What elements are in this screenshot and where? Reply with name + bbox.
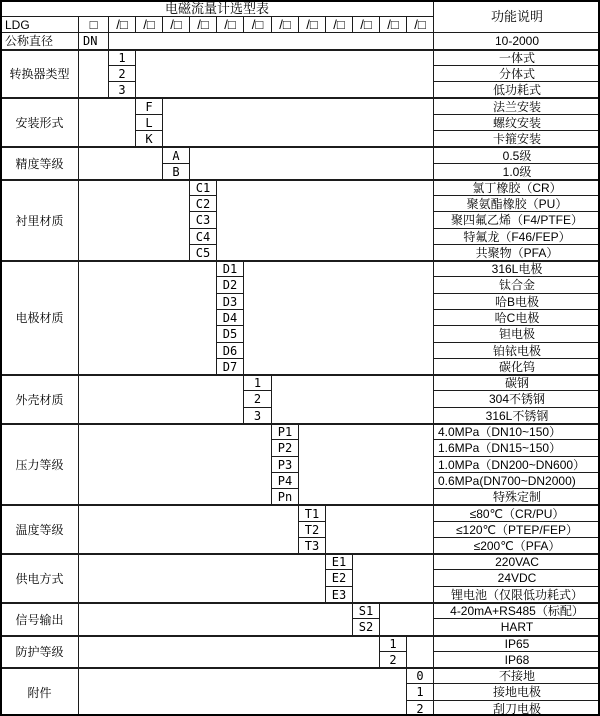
option-code-cell-installation-type: L <box>135 114 163 131</box>
group-span-right-power-supply <box>352 553 434 603</box>
option-function-cell-accessories: 刮刀电极 <box>433 700 600 716</box>
group-label-power-supply: 供电方式 <box>0 553 79 603</box>
option-function-cell-liner-material: 特氟龙（F46/FEP） <box>433 228 600 245</box>
option-function-cell-installation-type: 螺纹安装 <box>433 114 600 131</box>
model-code-slash-box: /□ <box>216 16 244 33</box>
option-code-cell-temperature-rating: T2 <box>298 521 326 538</box>
option-code-cell-signal-output: S2 <box>352 618 380 636</box>
group-label-liner-material: 衬里材质 <box>0 179 79 261</box>
option-function-cell-installation-type: 卡箍安装 <box>433 130 600 147</box>
option-code-cell-accuracy-class: A <box>162 146 190 164</box>
option-code-cell-installation-type: K <box>135 130 163 147</box>
option-code-cell-pressure-rating: Pn <box>271 488 299 505</box>
option-function-cell-temperature-rating: ≤120℃（PTEP/FEP） <box>433 521 600 538</box>
model-prefix-label: LDG <box>0 16 79 33</box>
option-code-cell-pressure-rating: P4 <box>271 472 299 489</box>
option-function-cell-pressure-rating: 0.6MPa(DN700~DN2000) <box>433 472 600 489</box>
option-function-cell-power-supply: 锂电池（仅限低功耗式） <box>433 586 600 603</box>
option-function-cell-protection-rating: IP68 <box>433 651 600 668</box>
group-label-accuracy-class: 精度等级 <box>0 146 79 180</box>
model-code-slash-box: /□ <box>298 16 326 33</box>
option-function-cell-liner-material: 共聚物（PFA） <box>433 244 600 261</box>
dn-label: 公称直径 <box>0 32 79 50</box>
model-code-slash-box: /□ <box>352 16 380 33</box>
option-function-cell-pressure-rating: 特殊定制 <box>433 488 600 505</box>
group-label-installation-type: 安装形式 <box>0 97 79 147</box>
function-column-header: 功能说明 <box>433 0 600 33</box>
option-function-cell-electrode-material: 316L电极 <box>433 260 600 277</box>
option-code-cell-liner-material: C5 <box>189 244 217 261</box>
dn-code-cell: DN <box>78 32 109 50</box>
group-span-left-temperature-rating <box>78 504 299 554</box>
option-function-cell-converter-type: 一体式 <box>433 49 600 66</box>
option-code-cell-power-supply: E3 <box>325 586 353 603</box>
group-span-left-installation-type <box>78 97 136 147</box>
option-function-cell-electrode-material: 钽电极 <box>433 325 600 343</box>
option-function-cell-housing-material: 316L不锈钢 <box>433 407 600 424</box>
option-code-cell-accessories: 0 <box>406 667 434 684</box>
option-code-cell-housing-material: 2 <box>243 390 272 408</box>
table-title: 电磁流量计选型表 <box>0 0 434 17</box>
group-span-right-protection-rating <box>406 635 434 668</box>
option-code-cell-pressure-rating: P2 <box>271 439 299 457</box>
option-code-cell-converter-type: 1 <box>108 49 136 66</box>
option-code-cell-liner-material: C4 <box>189 228 217 245</box>
option-code-cell-power-supply: E1 <box>325 553 353 570</box>
option-function-cell-protection-rating: IP65 <box>433 635 600 652</box>
group-span-left-housing-material <box>78 374 244 424</box>
group-label-electrode-material: 电极材质 <box>0 260 79 375</box>
group-label-signal-output: 信号输出 <box>0 602 79 636</box>
option-function-cell-accuracy-class: 1.0级 <box>433 163 600 180</box>
option-code-cell-electrode-material: D3 <box>216 293 244 310</box>
group-span-right-liner-material <box>216 179 434 261</box>
model-code-slash-box: /□ <box>406 16 434 33</box>
model-code-slash-box: /□ <box>243 16 272 33</box>
option-code-cell-electrode-material: D5 <box>216 325 244 343</box>
option-code-cell-accessories: 2 <box>406 700 434 716</box>
option-code-cell-electrode-material: D1 <box>216 260 244 277</box>
option-function-cell-housing-material: 碳钢 <box>433 374 600 391</box>
option-function-cell-accessories: 不接地 <box>433 667 600 684</box>
option-code-cell-installation-type: F <box>135 97 163 115</box>
option-function-cell-temperature-rating: ≤80℃（CR/PU） <box>433 504 600 522</box>
group-label-converter-type: 转换器类型 <box>0 49 79 98</box>
option-function-cell-temperature-rating: ≤200℃（PFA） <box>433 537 600 554</box>
group-span-left-protection-rating <box>78 635 380 668</box>
option-code-cell-accessories: 1 <box>406 683 434 701</box>
model-code-slash-box: /□ <box>271 16 299 33</box>
group-span-right-electrode-material <box>243 260 434 375</box>
group-span-right-converter-type <box>135 49 434 98</box>
group-span-right-accuracy-class <box>189 146 434 180</box>
option-code-cell-pressure-rating: P1 <box>271 423 299 440</box>
option-function-cell-liner-material: 聚氨酯橡胶（PU） <box>433 195 600 212</box>
option-code-cell-temperature-rating: T1 <box>298 504 326 522</box>
option-code-cell-converter-type: 3 <box>108 81 136 98</box>
group-span-right-installation-type <box>162 97 434 147</box>
group-span-left-signal-output <box>78 602 353 636</box>
model-code-slash-box: /□ <box>162 16 190 33</box>
model-code-box: □ <box>78 16 109 33</box>
option-code-cell-protection-rating: 2 <box>379 651 407 668</box>
option-function-cell-electrode-material: 哈C电极 <box>433 309 600 326</box>
option-function-cell-housing-material: 304不锈钢 <box>433 390 600 408</box>
option-function-cell-electrode-material: 碳化钨 <box>433 358 600 375</box>
option-code-cell-converter-type: 2 <box>108 65 136 82</box>
option-function-cell-pressure-rating: 1.0MPa（DN200~DN600） <box>433 456 600 473</box>
option-function-cell-liner-material: 氯丁橡胶（CR） <box>433 179 600 196</box>
option-code-cell-electrode-material: D6 <box>216 342 244 359</box>
option-function-cell-pressure-rating: 1.6MPa（DN15~150） <box>433 439 600 457</box>
option-function-cell-accuracy-class: 0.5级 <box>433 146 600 164</box>
group-span-left-accessories <box>78 667 407 716</box>
option-function-cell-signal-output: 4-20mA+RS485（标配） <box>433 602 600 619</box>
option-function-cell-accessories: 接地电极 <box>433 683 600 701</box>
option-function-cell-signal-output: HART <box>433 618 600 636</box>
option-code-cell-power-supply: E2 <box>325 569 353 587</box>
option-function-cell-converter-type: 低功耗式 <box>433 81 600 98</box>
model-code-slash-box: /□ <box>108 16 136 33</box>
option-code-cell-signal-output: S1 <box>352 602 380 619</box>
model-code-slash-box: /□ <box>189 16 217 33</box>
option-code-cell-electrode-material: D7 <box>216 358 244 375</box>
group-label-protection-rating: 防护等级 <box>0 635 79 668</box>
option-function-cell-liner-material: 聚四氟乙烯（F4/PTFE） <box>433 211 600 229</box>
group-span-left-liner-material <box>78 179 190 261</box>
dn-function-cell: 10-2000 <box>433 32 600 50</box>
option-code-cell-housing-material: 1 <box>243 374 272 391</box>
group-span-left-power-supply <box>78 553 326 603</box>
option-code-cell-temperature-rating: T3 <box>298 537 326 554</box>
group-span-right-pressure-rating <box>298 423 434 505</box>
option-function-cell-converter-type: 分体式 <box>433 65 600 82</box>
option-function-cell-installation-type: 法兰安装 <box>433 97 600 115</box>
option-code-cell-accuracy-class: B <box>162 163 190 180</box>
group-span-left-electrode-material <box>78 260 217 375</box>
group-span-right-signal-output <box>379 602 434 636</box>
group-label-pressure-rating: 压力等级 <box>0 423 79 505</box>
model-code-slash-box: /□ <box>379 16 407 33</box>
group-label-accessories: 附件 <box>0 667 79 716</box>
option-code-cell-electrode-material: D4 <box>216 309 244 326</box>
group-span-left-pressure-rating <box>78 423 272 505</box>
option-code-cell-pressure-rating: P3 <box>271 456 299 473</box>
option-function-cell-pressure-rating: 4.0MPa（DN10~150） <box>433 423 600 440</box>
option-code-cell-liner-material: C3 <box>189 211 217 229</box>
group-span-left-converter-type <box>78 49 109 98</box>
option-function-cell-electrode-material: 铂铱电极 <box>433 342 600 359</box>
option-function-cell-power-supply: 220VAC <box>433 553 600 570</box>
group-span-right-housing-material <box>271 374 434 424</box>
group-label-housing-material: 外壳材质 <box>0 374 79 424</box>
option-function-cell-power-supply: 24VDC <box>433 569 600 587</box>
option-code-cell-liner-material: C1 <box>189 179 217 196</box>
option-function-cell-electrode-material: 哈B电极 <box>433 293 600 310</box>
option-code-cell-electrode-material: D2 <box>216 276 244 294</box>
option-function-cell-electrode-material: 钛合金 <box>433 276 600 294</box>
option-code-cell-housing-material: 3 <box>243 407 272 424</box>
group-label-temperature-rating: 温度等级 <box>0 504 79 554</box>
option-code-cell-protection-rating: 1 <box>379 635 407 652</box>
model-code-slash-box: /□ <box>135 16 163 33</box>
dn-span-cell <box>108 32 434 50</box>
model-code-slash-box: /□ <box>325 16 353 33</box>
group-span-left-accuracy-class <box>78 146 163 180</box>
group-span-right-temperature-rating <box>325 504 434 554</box>
option-code-cell-liner-material: C2 <box>189 195 217 212</box>
